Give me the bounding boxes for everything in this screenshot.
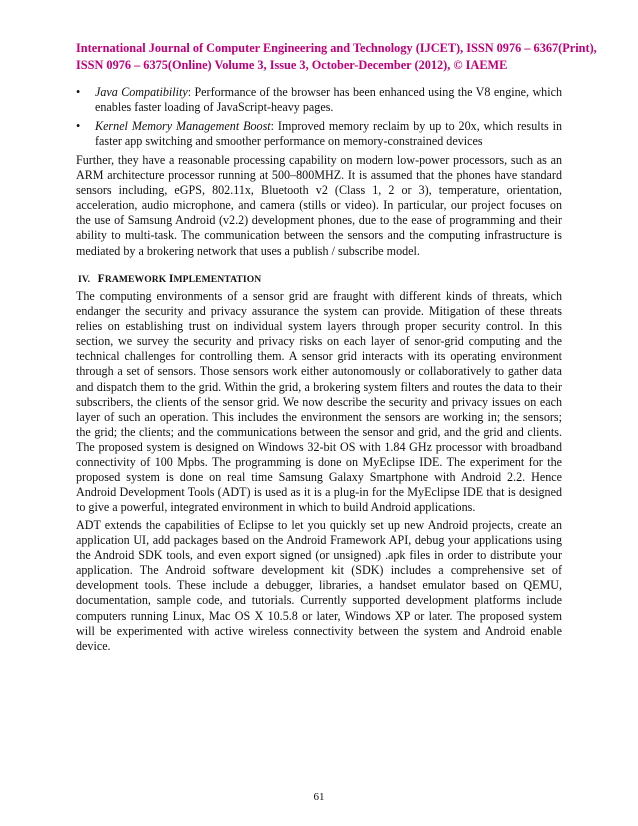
paragraph-processing-capability: Further, they have a reasonable processing capability on modern low-power processors, such as an ARM architecture processor running at 500–800MHZ. It is assumed that the phones have standard sensors including, eGPS, 802.11x, Bluetooth v2 (Class 1, 2 or 3), temperature, orientation, acceleration, audio microphone, and camera (stills or video). In particular, our project focuses on the use of Samsung Android (v2.2) development phones, due to the ease of programming and their ability to multi-task. The communication between the sensors and the computing infrastructure is mediated by a brokering network that uses a publish / subscribe model. <box>76 153 562 258</box>
journal-header <box>76 40 597 74</box>
paragraph-adt-capabilities: ADT extends the capabilities of Eclipse to let you quickly set up new Android projects, create an application UI, add packages based on the Android Framework API, debug your applications using the Android SDK tools, and even export signed (or unsigned) .apk files in order to distribute your application. The Android software development kit (SDK) includes a comprehensive set of development tools. These include a debugger, libraries, a handset emulator based on QEMU, documentation, sample code, and tutorials. Currently supported development platforms include computers running Linux, Mac OS X 10.5.8 or later, Windows XP or later. The proposed system will be experimented with active wireless connectivity between the system and Android enable device. <box>76 518 562 653</box>
bullet-item <box>76 119 562 149</box>
journal-header-line-1: International Journal of Computer Engineering and Technology (IJCET), ISSN 0976 – 6367(Print), <box>76 41 597 55</box>
page-number: 61 <box>313 791 325 803</box>
section-heading <box>78 272 261 285</box>
bullet-text: : Improved memory reclaim by up to 20x, which results in faster app switching and smoother performance on memory-constrained devices <box>95 119 563 149</box>
bullet-text: : Performance of the browser has been enhanced using the V8 engine, which enables faster loading of JavaScript-heavy pages. <box>95 85 562 115</box>
bullet-term: Kernel Memory Management Boost <box>95 119 271 134</box>
paragraph-framework-implementation: The computing environments of a sensor grid are fraught with different kinds of threats, which endanger the security and privacy assurance the system can provide. Mitigation of these threats relies on establishing trust on individual system layers through proper security control. In this section, we survey the security and privacy risks on each layer of senor-grid computing and the technical challenges for controlling them. A sensor grid interacts with its operating environment through a set of sensors. Those sensors work either autonomously or collaboratively to gather data and dispatch them to the grid. Within the grid, a brokering system filters and routes the data to their subscribers, the clients of the sensor grid. We now describe the security and privacy issues on each layer of such an operation. This includes the environment the sensors are working in; the sensors; the grid; the clients; and the communications between the sensor and grid, and the grid and clients. The proposed system is designed on Windows 32-bit OS with 1.84 GHz processor with broadband connectivity of 100 Mpbs. The programming is done on MyEclipse IDE. The experiment for the proposed system is done on real time Samsung Galaxy Smartphone with Android 2.2. Hence Android Development Tools (ADT) is used as it is a plug-in for the MyEclipse IDE that is designed to give a powerful, integrated environment in which to build Android applications. <box>76 289 562 515</box>
bullet-item <box>76 85 562 115</box>
bullet-term: Java Compatibility <box>95 85 188 99</box>
journal-header-line-2: ISSN 0976 – 6375(Online) Volume 3, Issue 3, October-December (2012), © IAEME <box>76 58 508 72</box>
feature-bullet-list <box>76 85 562 153</box>
section-title-part-2: MPLEMENTATION <box>173 274 262 285</box>
section-title-initial-1: F <box>97 272 105 285</box>
section-title-initial-2: I <box>168 272 174 285</box>
bullet-symbol: • <box>76 119 81 134</box>
section-number: IV. <box>78 274 91 285</box>
bullet-symbol: • <box>76 85 81 99</box>
section-title-part-1: RAMEWORK <box>104 274 169 285</box>
